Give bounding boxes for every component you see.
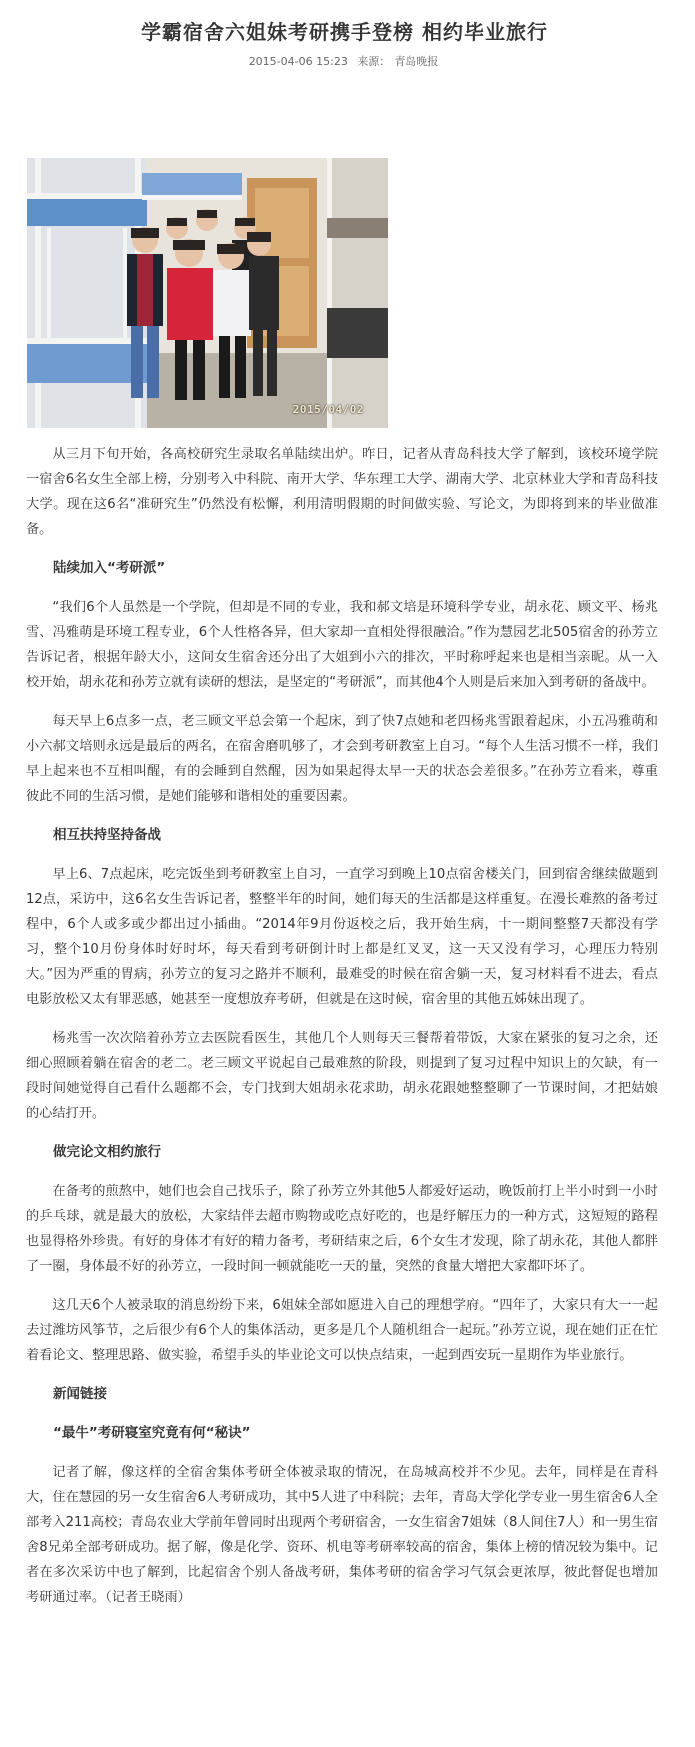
article-meta [26, 54, 663, 70]
paragraph: 每天早上6点多一点，老三顾文平总会第一个起床，到了快7点她和老四杨兆雪跟着起床，小五冯雅萌和小六郝文培则永远是最后的两名，在宿舍磨叽够了，才会到考研教室上自习。“每个人生活习惯不一样，我们早上起来也不互相叫醒，有的会睡到自然醒，因为如果起得太早一天的状态会差很多。”在孙芳立看来，尊重彼此不同的生活习惯，是她们能够和谐相处的重要因素。 [26, 714, 658, 804]
source-label: 来源： [357, 55, 391, 68]
section-heading: 陆续加入“考研派” [53, 560, 166, 576]
dorm-photo [27, 158, 388, 428]
news-link-heading: 新闻链接 [53, 1386, 107, 1402]
paragraph: 在备考的煎熬中，她们也会自己找乐子，除了孙芳立外其他5人都爱好运动，晚饭前打上半小时到一小时的乒乓球，就是最大的放松，大家结伴去超市购物或吃点好吃的，也是纾解压力的一种方式，这短短的路程也显得格外珍贵。有好的身体才有好的精力备考，考研结束之后，6个女生才发现，除了胡永花，其他人都胖了一圈，身体最不好的孙芳立，一段时间一顿就能吃一天的量，突然的食量大增把大家都吓坏了。 [26, 1184, 658, 1274]
paragraph: 记者了解，像这样的全宿舍集体考研全体被录取的情况，在岛城高校并不少见。去年，同样是在青科大，住在慧园的另一女生宿舍6人考研成功，其中5人进了中科院；去年，青岛大学化学专业一男生宿舍6人全部考入211高校；青岛农业大学前年曾同时出现两个考研宿舍，一女生宿舍7姐妹（8人间住7人）和一男生宿舍8兄弟全部考研成功。据了解，像是化学、资环、机电等考研率较高的宿舍，集体上榜的情况较为集中。记者在多次采访中也了解到，比起宿舍个别人备战考研，集体考研的宿舍学习气氛会更浓厚，彼此督促也增加考研通过率。（记者王晓雨） [26, 1465, 658, 1605]
news-link-subheading: “最牛”考研寝室究竟有何“秘诀” [53, 1425, 251, 1441]
paragraph: “我们6个人虽然是一个学院，但却是不同的专业，我和郝文培是环境科学专业，胡永花、顾文平、杨兆雪、冯雅萌是环境工程专业，6个人性格各异，但大家却一直相处得很融洽。”作为慧园艺北505宿舍的孙芳立告诉记者，根据年龄大小，这间女生宿舍还分出了大姐到小六的排次，平时称呼起来也是相当亲昵。从一入校开始，胡永花和孙芳立就有读研的想法，是坚定的“考研派”，而其他4个人则是后来加入到考研的备战中。 [26, 600, 658, 690]
article-body [26, 442, 658, 1624]
photo-date-stamp: 2015/04/02 [292, 403, 364, 416]
section-heading: 相互扶持坚持备战 [53, 827, 161, 843]
section-heading: 做完论文相约旅行 [53, 1144, 161, 1160]
photo-illustration [27, 158, 388, 428]
source-info [355, 55, 440, 68]
paragraph: 杨兆雪一次次陪着孙芳立去医院看医生，其他几个人则每天三餐帮着带饭，大家在紧张的复习之余，还细心照顾着躺在宿舍的老二。老三顾文平说起自己最难熬的阶段，则提到了复习过程中知识上的欠缺，有一段时间她觉得自己看什么题都不会，专门找到大姐胡永花求助，胡永花跟她整整聊了一节课时间，才把姑娘的心结打开。 [26, 1031, 658, 1121]
paragraph: 早上6、7点起床，吃完饭坐到考研教室上自习，一直学习到晚上10点宿舍楼关门，回到宿舍继续做题到12点，采访中，这6名女生告诉记者，整整半年的时间，她们每天的生活都是这样重复。在漫长难熬的备考过程中，6个人或多或少都出过小插曲。“2014年9月份返校之后，我开始生病，十一期间整整7天都没有学习，整个10月份身体时好时坏，每天看到考研倒计时上都是红叉叉，这一天又没有学习，心理压力特别大。”因为严重的胃病，孙芳立的复习之路并不顺利，最难受的时候在宿舍躺一天，复习材料看不进去，看点电影放松又太有罪恶感，她甚至一度想放弃考研，但就是在这时候，宿舍里的其他五姊妹出现了。 [26, 867, 658, 1007]
paragraph: 这几天6个人被录取的消息纷纷下来，6姐妹全部如愿进入自己的理想学府。“四年了，大家只有大一一起去过潍坊风筝节，之后很少有6个人的集体活动，更多是几个人随机组合一起玩。”孙芳立说，现在她们正在忙着看论文、整理思路、做实验，希望手头的毕业论文可以快点结束，一起到西安玩一星期作为毕业旅行。 [26, 1298, 658, 1363]
publish-datetime: 2015-04-06 15:23 [248, 55, 348, 68]
source-name: 青岛晚报 [394, 55, 439, 68]
article-title: 学霸宿舍六姐妹考研携手登榜 相约毕业旅行 [141, 20, 548, 44]
intro-paragraph: 从三月下旬开始，各高校研究生录取名单陆续出炉。昨日，记者从青岛科技大学了解到，该校环境学院一宿舍6名女生全部上榜，分别考入中科院、南开大学、华东理工大学、湖南大学、北京林业大学和青岛科技大学。现在这6名“准研究生”仍然没有松懈，利用清明假期的时间做实验、写论文，为即将到来的毕业做准备。 [26, 447, 658, 537]
